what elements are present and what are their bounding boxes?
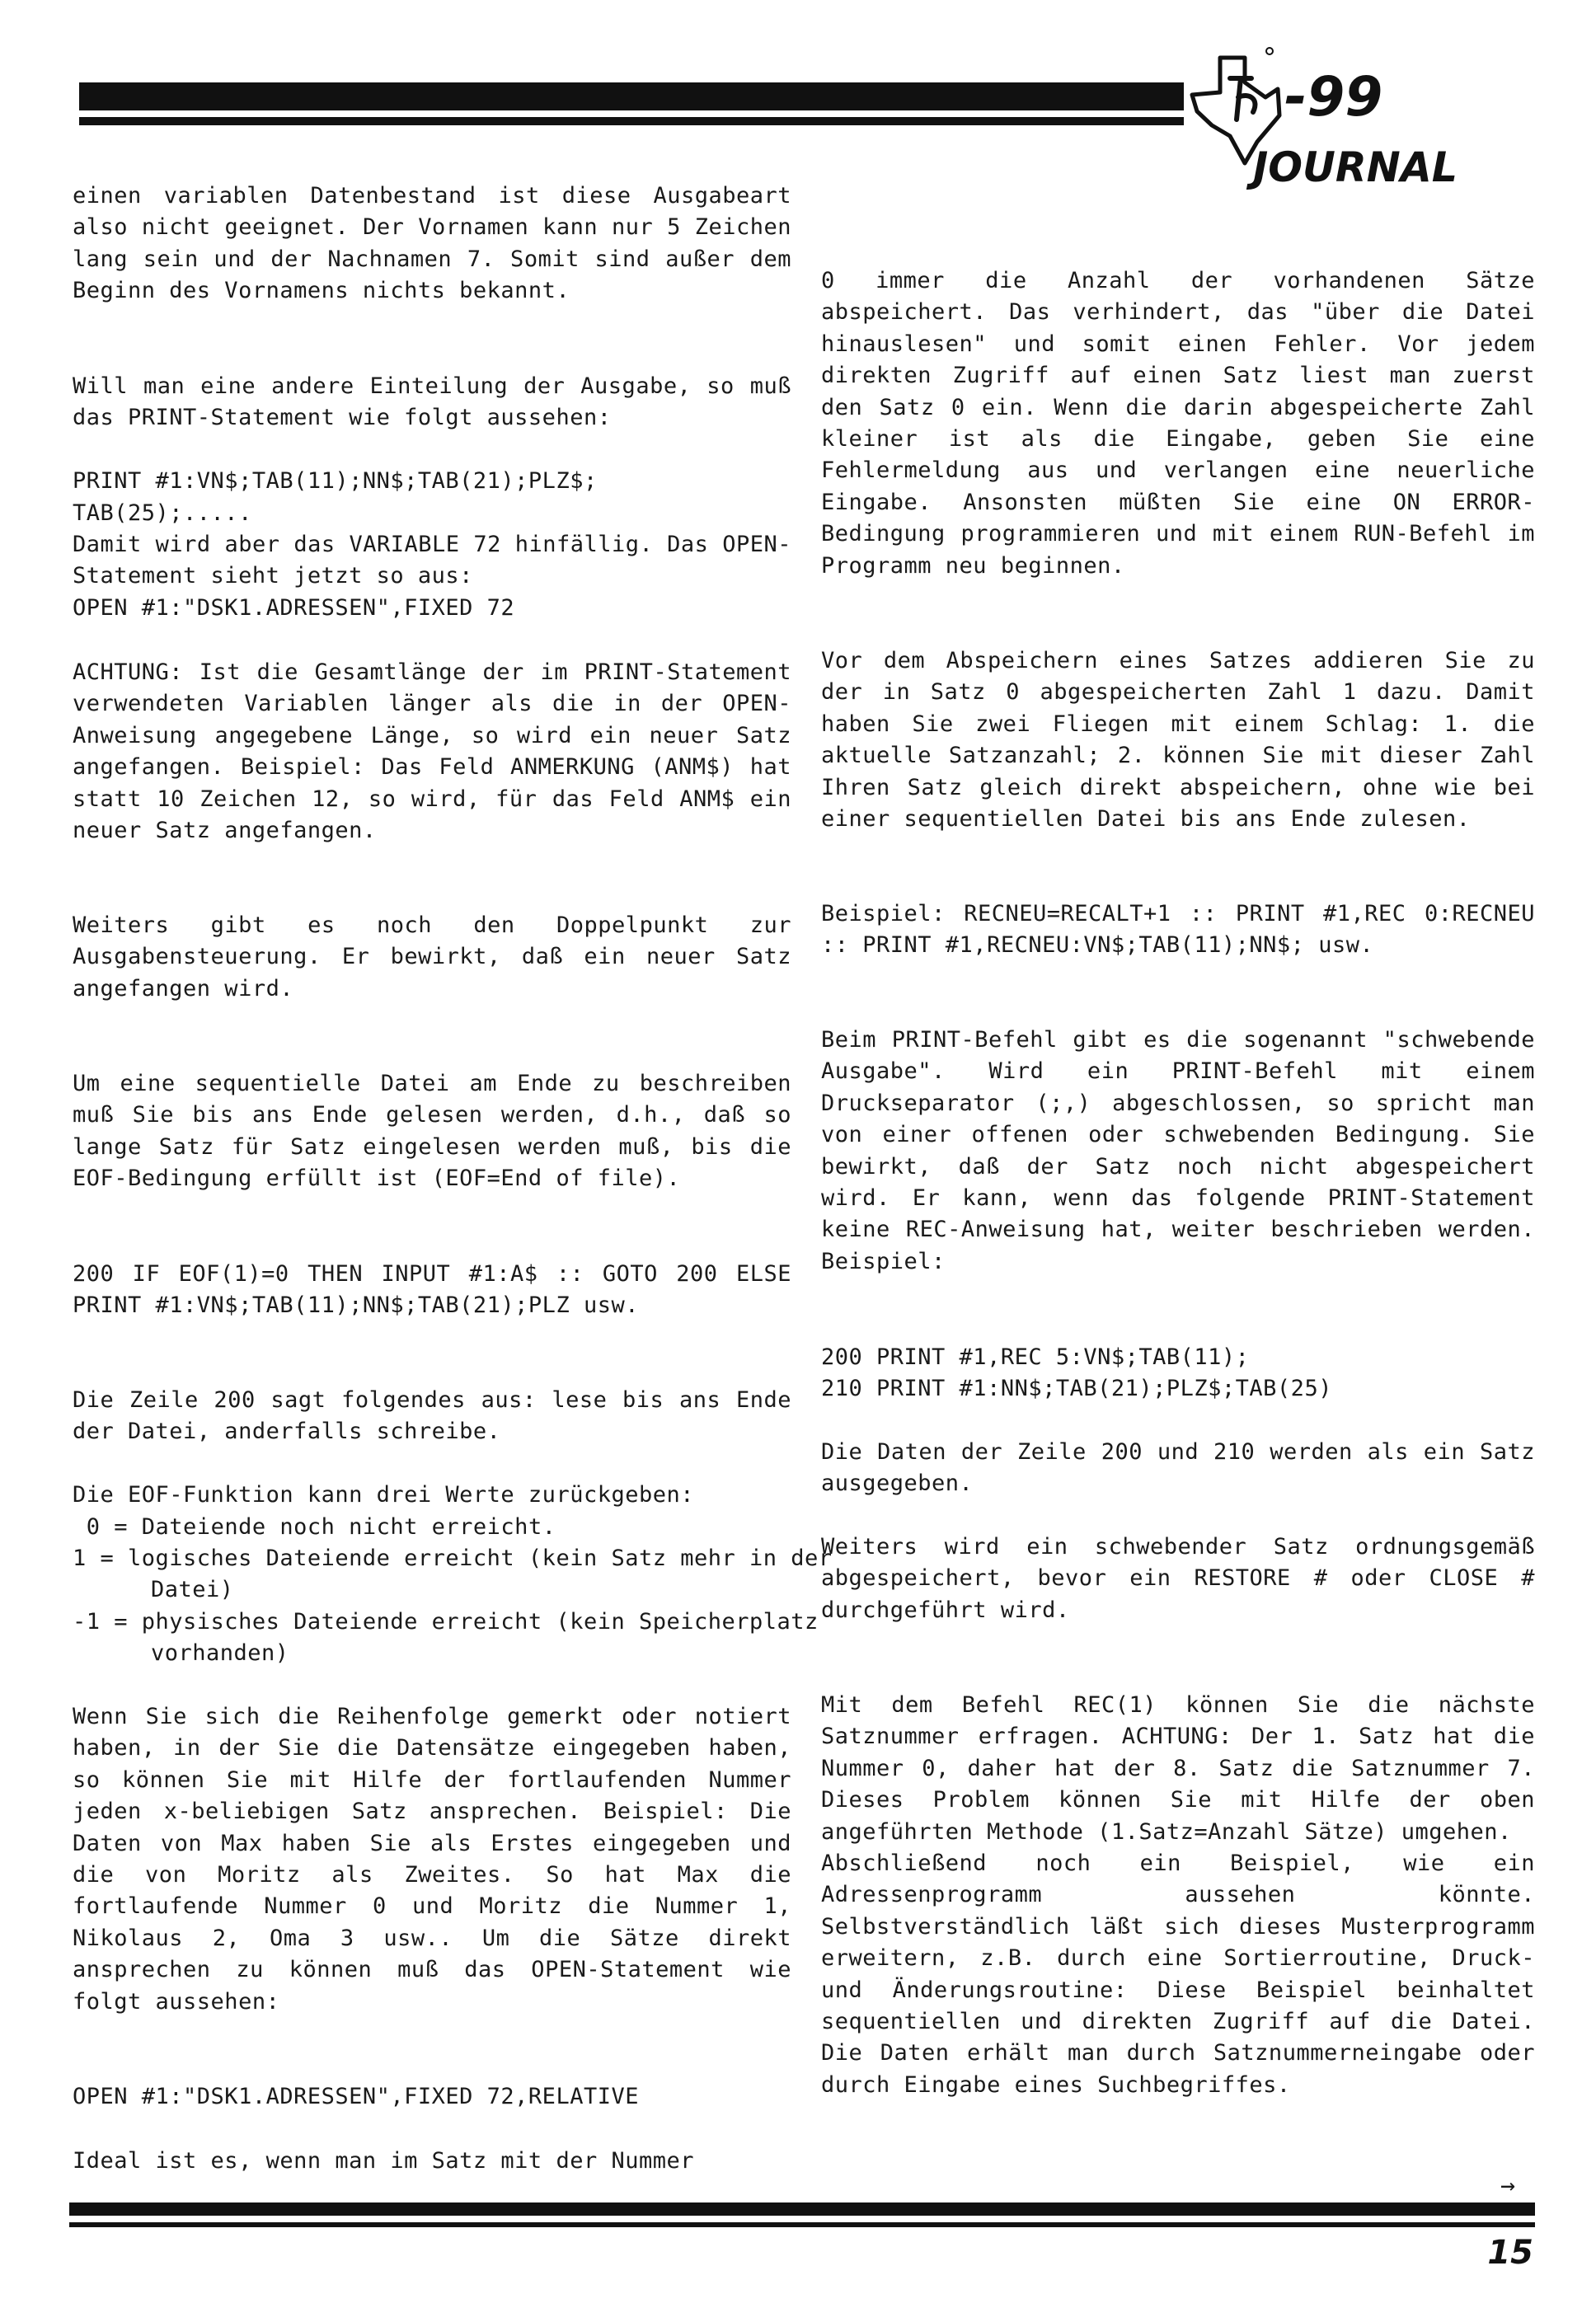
code-line: OPEN #1:"DSK1.ADRESSEN",FIXED 72,RELATIVE [73, 2084, 639, 2109]
paragraph: Weiters gibt es noch den Doppelpunkt zur Ausgabensteuerung. Er bewirkt, daß ein neuer Satz angefangen wird. [73, 912, 791, 1002]
header-bar-thin [79, 117, 1184, 125]
paragraph: Ideal ist es, wenn man im Satz mit der Nummer [73, 2148, 694, 2174]
continue-arrow-icon: → [1500, 2171, 1516, 2200]
paragraph: Beim PRINT-Befehl gibt es die sogenannt "schwebende Ausgabe". Wird ein PRINT-Befehl mit einem Druckseparator (;,) abgeschlossen, so spricht man von einer offenen oder schwebenden Bedingung. Sie bewirkt, daß der Satz noch nicht abgespeichert wird. Er kann, wenn das folgende PRINT-Statement keine REC-Anweisung hat, weiter beschrieben werden. Beispiel: [821, 1027, 1535, 1274]
paragraph: Will man eine andere Einteilung der Ausgabe, so muß das PRINT-Statement wie folgt aussehen: [73, 373, 791, 431]
list-item: -1 = physisches Dateiende erreicht (kein Speicherplatz vorhanden) [73, 1609, 819, 1667]
paragraph: einen variablen Datenbestand ist diese Ausgabeart also nicht geeignet. Der Vornamen kann nur 5 Zeichen lang sein und der Nachnamen 7. Somit sind außer dem Beginn des Vornamens nichts bekannt. [73, 183, 791, 304]
code-block: Beispiel: RECNEU=RECALT+1 :: PRINT #1,REC 0:RECNEU :: PRINT #1,RECNEU:VN$;TAB(11);NN$; usw. [821, 901, 1535, 959]
code-line: PRINT #1:VN$;TAB(11);NN$;TAB(21);PLZ$; [73, 468, 598, 494]
paragraph: Vor dem Abspeichern eines Satzes addieren Sie zu der in Satz 0 abgespeicherten Zahl 1 dazu. Damit haben Sie zwei Fliegen mit einem Schlag: 1. die aktuelle Satzanzahl; 2. können Sie mit dieser Zahl Ihren Satz gleich direkt abspeichern, ohne wie bei einer sequentiellen Datei bis ans Ende zulesen. [821, 648, 1535, 833]
list-item: 1 = logisches Dateiende erreicht (kein Satz mehr in der Datei) [73, 1546, 833, 1603]
code-line: TAB(25);..... [73, 500, 252, 526]
page-number: 15 [1487, 2234, 1533, 2272]
magazine-name: JOURNAL [1246, 143, 1458, 190]
paragraph: Abschließend noch ein Beispiel, wie ein Adressenprogramm aussehen könnte. Selbstverständlich läßt sich dieses Musterprogramm erweitern, z.B. durch eine Sortierroutine, Druck- und Änderungsroutine: Diese Beispiel beinhaltet sequentiellen und direkten Zugriff auf die Datei. Die Daten erhält man durch Satznummerneingabe oder durch Eingabe eines Suchbegriffes. [821, 1851, 1535, 2098]
paragraph: Damit wird aber das VARIABLE 72 hinfällig. Das OPEN-Statement sieht jetzt so aus: [73, 532, 791, 589]
magazine-number: -99 [1284, 65, 1383, 129]
footer-bar-thin [69, 2222, 1535, 2227]
code-line: OPEN #1:"DSK1.ADRESSEN",FIXED 72 [73, 595, 515, 621]
footer-bar-thick [69, 2202, 1535, 2216]
paragraph: Weiters wird ein schwebender Satz ordnungsgemäß abgespeichert, bevor ein RESTORE # oder CLOSE # durchgeführt wird. [821, 1534, 1535, 1623]
paragraph: Um eine sequentielle Datei am Ende zu beschreiben muß Sie bis ans Ende gelesen werden, d.h., daß so lange Satz für Satz eingelesen werden muß, bis die EOF-Bedingung erfüllt ist (EOF=End of file). [73, 1071, 791, 1192]
paragraph: Die Zeile 200 sagt folgendes aus: lese bis ans Ende der Datei, anderfalls schreibe. [73, 1387, 791, 1445]
header-bar-thick [79, 82, 1184, 110]
ti-99-journal-logo [1187, 33, 1467, 190]
code-line: 210 PRINT #1:NN$;TAB(21);PLZ$;TAB(25) [821, 1376, 1332, 1401]
code-block: 200 IF EOF(1)=0 THEN INPUT #1:A$ :: GOTO 200 ELSE PRINT #1:VN$;TAB(11);NN$;TAB(21);PLZ usw. [73, 1261, 791, 1319]
paragraph: Die Daten der Zeile 200 und 210 werden als ein Satz ausgegeben. [821, 1439, 1535, 1497]
paragraph: 0 immer die Anzahl der vorhandenen Sätze abspeichert. Das verhindert, das "über die Datei hinauslesen" und somit einen Fehler. Vor jedem direkten Zugriff auf einen Satz liest man zuerst den Satz 0 ein. Wenn die darin abgespeicherte Zahl kleiner ist als die Eingabe, geben Sie eine Fehlermeldung aus und verlangen eine neuerliche Eingabe. Ansonsten müßten Sie eine ON ERROR-Bedingung programmieren und mit einem RUN-Befehl im Programm neu beginnen. [821, 268, 1535, 579]
code-line: 200 PRINT #1,REC 5:VN$;TAB(11); [821, 1344, 1250, 1370]
list-item: 0 = Dateiende noch nicht erreicht. [73, 1514, 556, 1540]
paragraph: Die EOF-Funktion kann drei Werte zurückgeben: [73, 1482, 694, 1508]
paragraph: Wenn Sie sich die Reihenfolge gemerkt oder notiert haben, in der Sie die Datensätze eingegeben haben, so können Sie mit Hilfe der fortlaufenden Nummer jeden x-beliebigen Satz ansprechen. Beispiel: Die Daten von Max haben Sie als Erstes eingegeben und die von Moritz als Zweites. So hat Max die fortlaufende Nummer 0 und Moritz die Nummer 1, Nikolaus 2, Oma 3 usw.. Um die Sätze direkt ansprechen zu können muß das OPEN-Statement wie folgt aussehen: [73, 1704, 791, 2015]
paragraph: Mit dem Befehl REC(1) können Sie die nächste Satznummer erfragen. ACHTUNG: Der 1. Satz hat die Nummer 0, daher hat der 8. Satz die Satznummer 7. Dieses Problem können Sie mit Hilfe der oben angeführten Methode (1.Satz=Anzahl Sätze) umgehen. [821, 1692, 1535, 1845]
paragraph: ACHTUNG: Ist die Gesamtlänge der im PRINT-Statement verwendeten Variablen länger als die in der OPEN-Anweisung angegebene Länge, so wird ein neuer Satz angefangen. Beispiel: Das Feld ANMERKUNG (ANM$) hat statt 10 Zeichen 12, so wird, für das Feld ANM$ ein neuer Satz angefangen. [73, 659, 791, 844]
